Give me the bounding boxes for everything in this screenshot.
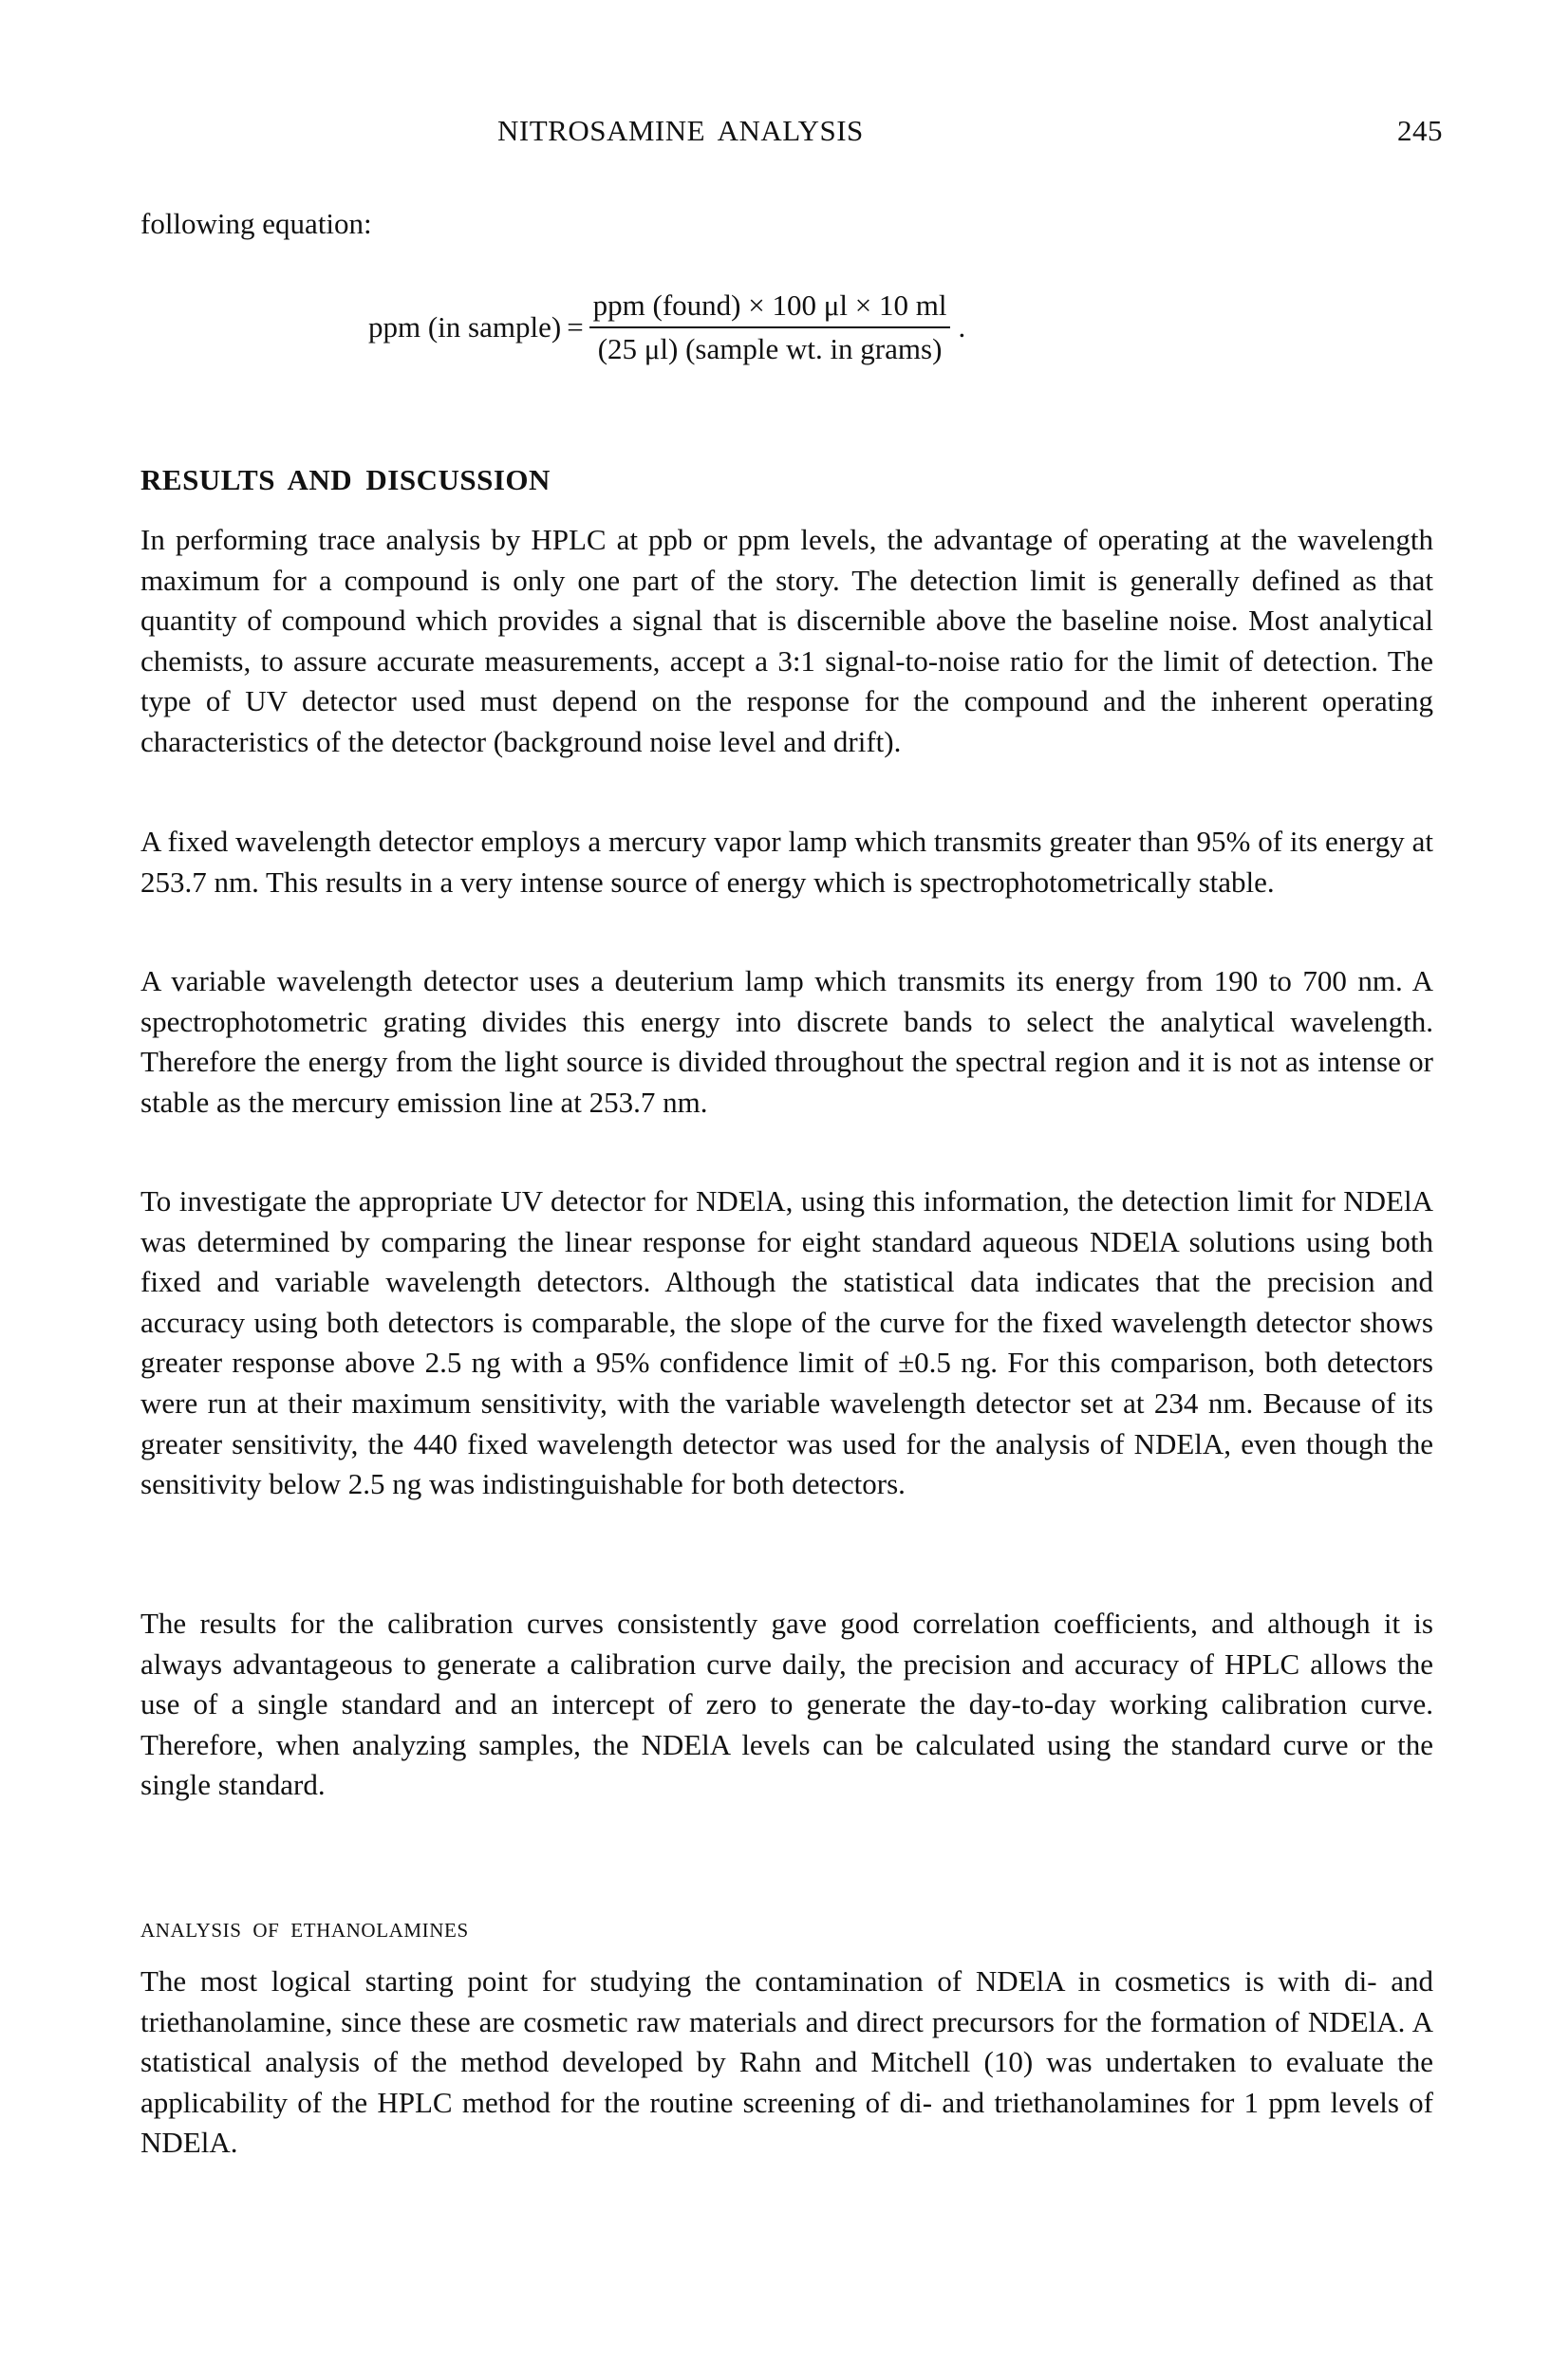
paragraph-calibration: The results for the calibration curves consistently gave good correlation coefficients, and although it is always advantageous to generate a calibration curve daily, the precision and accuracy of HPLC allows the use of a single standard and an intercept of zero to generate the day-to-day working calibration curve. Therefore, when analyzing samples, the NDElA levels can be calculated using the standard curve or the single standard. <box>140 1607 1433 1802</box>
running-title: NITROSAMINE ANALYSIS <box>497 114 864 147</box>
paragraph-detector-comparison: To investigate the appropriate UV detector for NDElA, using this information, the detection limit for NDElA was determined by comparing the linear response for eight standard aqueous NDElA solutions using both fixed and variable wavelength detectors. Although the statistical data indicates that the precision and accuracy using both detectors is comparable, the slope of the curve for the fixed wavelength detector shows greater response above 2.5 ng with a 95% confidence limit of ±0.5 ng. For this comparison, both detectors were run at their maximum sensitivity, with the variable wavelength detector set at 234 nm. Because of its greater sensitivity, the 440 fixed wavelength detector was used for the analysis of NDElA, even though the sensitivity below 2.5 ng was indistinguishable for both detectors. <box>140 1184 1433 1501</box>
running-head <box>140 114 1443 152</box>
paragraph-ethanolamines: The most logical starting point for studying the contamination of NDElA in cosmetics is with di- and triethanolamine, since these are cosmetic raw materials and direct precursors for the formation of NDElA. A statistical analysis of the method developed by Rahn and Mitchell (10) was undertaken to evaluate the applicability of the HPLC method for the routine screening of di- and triethanolamines for 1 ppm levels of NDElA. <box>140 1964 1433 2160</box>
paragraph-detection-limit: In performing trace analysis by HPLC at ppb or ppm levels, the advantage of operating at the wavelength maximum for a compound is only one part of the story. The detection limit is generally defined as that quantity of compound which provides a signal that is discernible above the baseline noise. Most analytical chemists, to assure accurate measurements, accept a 3:1 signal-to-noise ratio for the limit of detection. The type of UV detector used must depend on the response for the compound and the inherent operating characteristics of the detector (background noise level and drift). <box>140 523 1433 758</box>
equals-sign: = <box>567 310 584 344</box>
equation-lead-in: following equation: <box>140 207 372 240</box>
equation-fraction <box>589 288 951 366</box>
concentration-equation <box>368 275 965 380</box>
equation-lhs: ppm (in sample) <box>368 310 562 344</box>
page-number: 245 <box>1397 114 1443 147</box>
equation-period: . <box>958 310 966 344</box>
equation-numerator: ppm (found) × 100 μl × 10 ml <box>592 288 947 322</box>
section-heading-results: RESULTS AND DISCUSSION <box>140 463 551 496</box>
paragraph-fixed-detector: A fixed wavelength detector employs a mercury vapor lamp which transmits greater than 95% of its energy at 253.7 nm. This results in a very intense source of energy which is spectrophotometrically stable. <box>140 825 1433 899</box>
paragraph-variable-detector: A variable wavelength detector uses a deuterium lamp which transmits its energy from 190 to 700 nm. A spectrophotometric grating divides this energy into discrete bands to select the analytical wavelength. Therefore the energy from the light source is divided throughout the spectral region and it is not as intense or stable as the mercury emission line at 253.7 nm. <box>140 964 1433 1119</box>
equation-denominator: (25 μl) (sample wt. in grams) <box>597 332 943 365</box>
subsection-heading-ethanolamines: ANALYSIS OF ETHANOLAMINES <box>140 1919 469 1942</box>
